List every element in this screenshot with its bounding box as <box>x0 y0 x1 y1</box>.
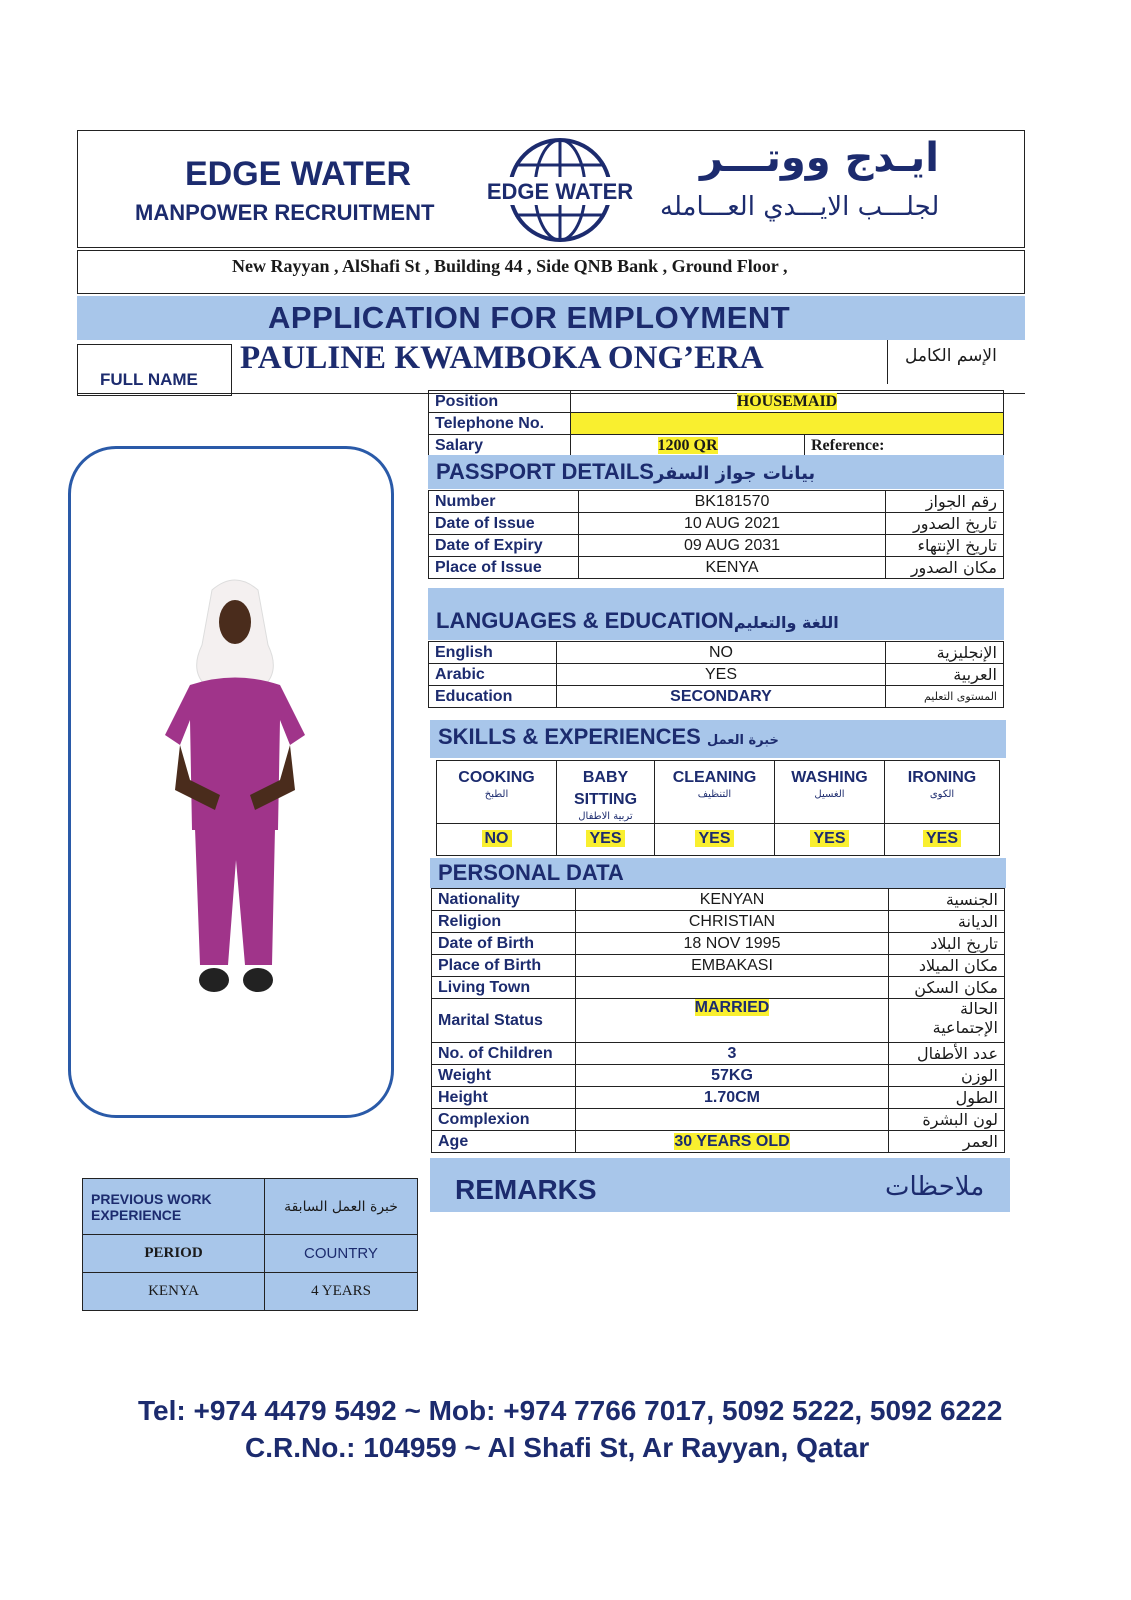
skill-name: IRONING <box>907 769 977 786</box>
languages-table <box>428 641 1004 708</box>
skill-washing <box>775 761 885 824</box>
salary-text: 1200 QR <box>657 436 718 454</box>
row-label: Marital Status <box>432 999 576 1043</box>
personal-table <box>431 888 1005 1153</box>
skill-value: NO <box>482 830 512 847</box>
table-row <box>429 513 1004 535</box>
row-label: Complexion <box>432 1109 576 1131</box>
company-name-en: EDGE WATER <box>185 155 412 193</box>
languages-heading-text: LANGUAGES & EDUCATION <box>436 608 734 633</box>
footer-registration: C.R.No.: 104959 ~ Al Shafi St, Ar Rayyan, Qatar <box>245 1432 870 1463</box>
skill-value: YES <box>923 830 961 847</box>
row-value: 10 AUG 2021 <box>579 513 886 535</box>
skill-name-ar: الكوى <box>929 789 955 800</box>
reference-label: Reference: <box>805 435 1004 457</box>
table-row <box>429 491 1004 513</box>
applicant-photo <box>150 570 320 1010</box>
row-label: Number <box>429 491 579 513</box>
company-subtitle-en: MANPOWER RECRUITMENT <box>135 200 435 225</box>
row-label-ar: العربية <box>886 664 1004 686</box>
full-name-value: PAULINE KWAMBOKA ONG’ERA <box>240 340 764 376</box>
telephone-label: Telephone No. <box>429 413 571 435</box>
row-label: Living Town <box>432 977 576 999</box>
table-row <box>432 1087 1005 1109</box>
table-row <box>432 977 1005 999</box>
row-label: No. of Children <box>432 1043 576 1065</box>
row-value: SECONDARY <box>557 686 886 708</box>
table-row <box>429 642 1004 664</box>
form-title: APPLICATION FOR EMPLOYMENT <box>268 300 791 335</box>
row-value: 18 NOV 1995 <box>576 933 889 955</box>
previous-work-heading: PREVIOUS WORK EXPERIENCE <box>83 1179 265 1235</box>
row-label: Date of Birth <box>432 933 576 955</box>
row-value: YES <box>557 664 886 686</box>
skill-value-cell <box>775 823 885 855</box>
row-label: Height <box>432 1087 576 1109</box>
row-value: 09 AUG 2031 <box>579 535 886 557</box>
table-row <box>432 955 1005 977</box>
table-row <box>432 933 1005 955</box>
row-label-ar: مكان الميلاد <box>889 955 1005 977</box>
salary-label: Salary <box>429 435 571 457</box>
row-label-ar: الوزن <box>889 1065 1005 1087</box>
skill-cleaning <box>655 761 775 824</box>
previous-work-table <box>82 1178 418 1311</box>
skill-value: YES <box>810 830 848 847</box>
row-label: Arabic <box>429 664 557 686</box>
table-row <box>432 999 1005 1043</box>
row-value: EMBAKASI <box>576 955 889 977</box>
table-row <box>429 535 1004 557</box>
passport-heading-ar: بيانات جواز السفر <box>653 463 816 484</box>
row-label: Weight <box>432 1065 576 1087</box>
row-label-ar: الجنسية <box>889 889 1005 911</box>
row-value: BK181570 <box>579 491 886 513</box>
full-name-label: FULL NAME <box>100 370 198 389</box>
row-value: 1.70CM <box>576 1087 889 1109</box>
row-value: NO <box>557 642 886 664</box>
row-value: 57KG <box>576 1065 889 1087</box>
table-row <box>432 911 1005 933</box>
row-label-ar: رقم الجواز <box>886 491 1004 513</box>
table-row <box>432 889 1005 911</box>
row-label: Date of Expiry <box>429 535 579 557</box>
row-label: Nationality <box>432 889 576 911</box>
row-label: Religion <box>432 911 576 933</box>
position-label: Position <box>429 391 571 413</box>
personal-heading-text: PERSONAL DATA <box>438 860 624 885</box>
row-label: Age <box>432 1131 576 1153</box>
skill-value-cell <box>437 823 557 855</box>
table-row <box>429 557 1004 579</box>
row-label: Place of Birth <box>432 955 576 977</box>
skill-value-cell <box>885 823 1000 855</box>
row-value <box>576 1131 889 1153</box>
skills-heading <box>430 720 1006 758</box>
passport-table <box>428 490 1004 579</box>
languages-heading <box>428 588 1004 640</box>
row-value <box>576 1109 889 1131</box>
row-value: KENYAN <box>576 889 889 911</box>
personal-heading <box>430 858 1006 888</box>
row-label-ar: مكان السكن <box>889 977 1005 999</box>
table-row <box>432 1109 1005 1131</box>
country-value: 4 YEARS <box>265 1273 418 1311</box>
passport-heading-text: PASSPORT DETAILS <box>436 459 654 484</box>
row-value <box>576 999 889 1043</box>
row-label-ar: الديانة <box>889 911 1005 933</box>
company-address: New Rayyan , AlShafi St , Building 44 , Side QNB Bank , Ground Floor , <box>232 256 788 276</box>
skills-heading-ar: خبرة العمل <box>706 733 779 748</box>
row-value: KENYA <box>579 557 886 579</box>
languages-heading-ar: اللغة والتعليم <box>733 613 839 632</box>
period-header: PERIOD <box>83 1235 265 1273</box>
row-label: Place of Issue <box>429 557 579 579</box>
company-subtitle-ar: لجلـــب الايـــدي العـــامله <box>660 192 940 222</box>
position-value <box>571 391 1004 413</box>
row-label-ar: الإنجليزية <box>886 642 1004 664</box>
globe-logo-icon <box>480 135 640 245</box>
period-value: KENYA <box>83 1273 265 1311</box>
skill-name: BABY SITTING <box>573 769 638 808</box>
row-label-ar: تاريخ البلاد <box>889 933 1005 955</box>
telephone-value <box>571 413 1004 435</box>
skill-name-ar: الطبخ <box>484 789 509 800</box>
position-text: HOUSEMAID <box>736 392 838 410</box>
salary-value <box>571 435 805 457</box>
skill-value-cell <box>557 823 655 855</box>
skill-name: COOKING <box>458 769 535 786</box>
row-label: English <box>429 642 557 664</box>
remarks-label-ar: ملاحظات <box>885 1172 985 1202</box>
footer-contact: Tel: +974 4479 5492 ~ Mob: +974 7766 7017, 5092 5222, 5092 6222 <box>138 1395 1003 1426</box>
marital-status-text: MARRIED <box>694 999 770 1016</box>
skill-value: YES <box>695 830 733 847</box>
skill-baby-sitting <box>557 761 655 824</box>
country-header: COUNTRY <box>265 1235 418 1273</box>
row-label-ar: الحالة الإجتماعية <box>889 999 1005 1043</box>
age-text: 30 YEARS OLD <box>674 1132 790 1150</box>
skill-name: CLEANING <box>672 769 757 786</box>
skill-name-ar: تربية الاطفال <box>578 811 633 822</box>
table-row <box>432 1043 1005 1065</box>
row-value <box>576 977 889 999</box>
table-row <box>432 1065 1005 1087</box>
row-label-ar: لون البشرة <box>889 1109 1005 1131</box>
skill-value: YES <box>586 830 624 847</box>
table-row <box>432 1131 1005 1153</box>
row-label-ar: عدد الأطفال <box>889 1043 1005 1065</box>
skill-ironing <box>885 761 1000 824</box>
table-row <box>429 686 1004 708</box>
skill-name-ar: الغسيل <box>814 789 845 800</box>
row-value: CHRISTIAN <box>576 911 889 933</box>
skills-heading-text: SKILLS & EXPERIENCES <box>438 724 701 749</box>
row-label-ar: مكان الصدور <box>886 557 1004 579</box>
full-name-label-ar: الإسم الكامل <box>905 346 997 366</box>
skill-name: WASHING <box>791 769 868 786</box>
skill-name-ar: التنظيف <box>697 789 732 800</box>
job-table <box>428 390 1004 457</box>
table-row <box>429 664 1004 686</box>
remarks-label: REMARKS <box>455 1174 597 1205</box>
skills-table <box>436 760 1000 856</box>
logo-text: EDGE WATER <box>486 179 634 204</box>
row-label-ar: تاريخ الصدور <box>886 513 1004 535</box>
row-label-ar: الطول <box>889 1087 1005 1109</box>
row-label: Date of Issue <box>429 513 579 535</box>
row-label: Education <box>429 686 557 708</box>
skill-value-cell <box>655 823 775 855</box>
previous-work-heading-ar: خبرة العمل السابقة <box>265 1179 418 1235</box>
row-label-ar: تاريخ الإنتهاء <box>886 535 1004 557</box>
row-value: 3 <box>576 1043 889 1065</box>
row-label-ar: المستوى التعليم <box>886 686 1004 708</box>
company-name-ar: ايـدج ووتـــر <box>700 135 939 181</box>
skill-cooking <box>437 761 557 824</box>
row-label-ar: العمر <box>889 1131 1005 1153</box>
passport-heading <box>428 455 1004 489</box>
